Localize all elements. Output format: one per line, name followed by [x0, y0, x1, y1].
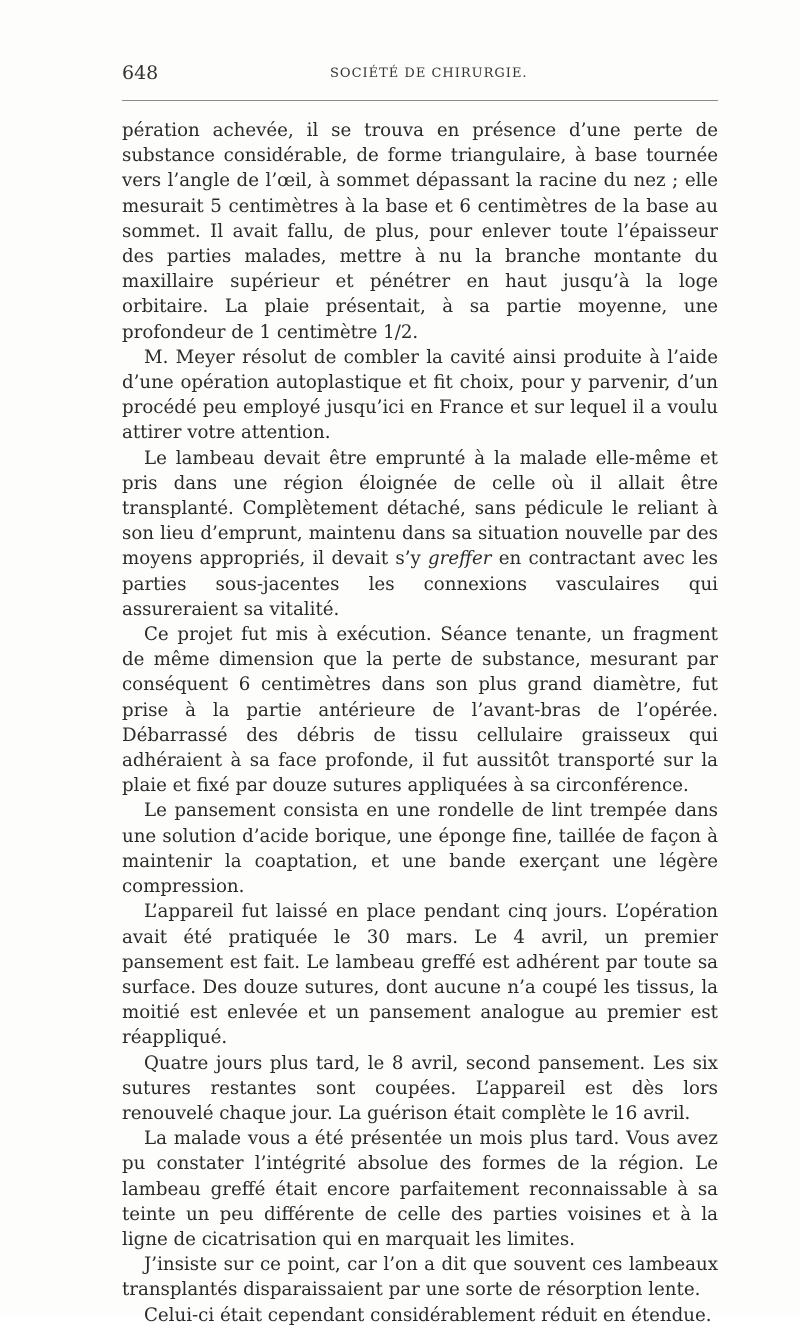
paragraph: L’appareil fut laissé en place pendant cinq jours. L’opération avait été pratiquée le 30 mars. Le 4 avril, un premier pansement est fait. Le lambeau greffé est adhérent par toute sa surface. Des douze sutures, dont aucune n’a coupé les tissus, la moitié est enlevée et un pansement analogue au premier est réappliqué. [122, 901, 718, 1049]
paragraph: Ce projet fut mis à exécution. Séance tenante, un fragment de même dimension que la perte de substance, mesurant par conséquent 6 centimètres dans son plus grand diamètre, fut prise à la partie antérieure de l’avant-bras de l’opérée. Débarrassé des débris de tissu cellulaire graisseux qui adhéraient à sa face profonde, il fut aussitôt transporté sur la plaie et fixé par douze sutures appliquées à sa circonférence. [122, 624, 718, 797]
paragraph: Celui-ci était cependant considérablement réduit en étendue. [144, 1304, 712, 1326]
paragraph: Quatre jours plus tard, le 8 avril, second pansement. Les six sutures restantes sont coupées. L’appareil est dès lors renouvelé chaque jour. La guérison était complète le 16 avril. [122, 1052, 718, 1124]
paragraph-text: Le lambeau devait être emprunté à la malade elle-même et pris dans une région éloignée de celle où il allait être transplanté. Complètement détaché, sans pédicule le reliant à son lieu d’emprunt, maintenu dans sa situation nouvelle par des moyens appropriés, il devait s’y [122, 447, 718, 570]
body-text [122, 118, 718, 1328]
paragraph [122, 446, 718, 622]
paragraph-text: en contractant avec les parties sous-jacentes les connexions vasculaires qui assureraient sa vitalité. [122, 548, 719, 620]
running-title: SOCIÉTÉ DE CHIRURGIE. [330, 66, 528, 81]
emphasized-word: greffer [428, 548, 492, 570]
paragraph: Le pansement consista en une rondelle de lint trempée dans une solution d’acide borique, une éponge fine, taillée de façon à maintenir la coaptation, et une bande exerçant une légère compression. [122, 800, 718, 898]
header-rule [122, 100, 718, 101]
page-header [122, 62, 718, 90]
paragraph: pération achevée, il se trouva en présence d’une perte de substance considérable, de forme triangulaire, à base tournée vers l’angle de l’œil, à sommet dépassant la racine du nez ; elle mesurait 5 centimètres à la base et 6 centimètres de la base au sommet. Il avait fallu, de plus, pour enlever toute l’épaisseur des parties malades, mettre à nu la branche montante du maxillaire supérieur et pénétrer en haut jusqu’à la loge orbitaire. La plaie présentait, à sa partie moyenne, une profondeur de 1 centimètre 1/2. [122, 120, 718, 343]
paragraph: La malade vous a été présentée un mois plus tard. Vous avez pu constater l’intégrité absolue des formes de la région. Le lambeau greffé était encore parfaitement reconnaissable à sa teinte un peu différente de celle des parties voisines et à la ligne de cicatrisation qui en marquait les limites. [122, 1128, 718, 1250]
page-number: 648 [122, 62, 159, 84]
paragraph: M. Meyer résolut de combler la cavité ainsi produite à l’aide d’une opération autoplastique et fit choix, pour y parvenir, d’un procédé peu employé jusqu’ici en France et sur lequel il a voulu attirer votre attention. [122, 346, 718, 444]
paragraph: J’insiste sur ce point, car l’on a dit que souvent ces lambeaux transplantés disparaissaient par une sorte de résorption lente. [122, 1254, 718, 1301]
